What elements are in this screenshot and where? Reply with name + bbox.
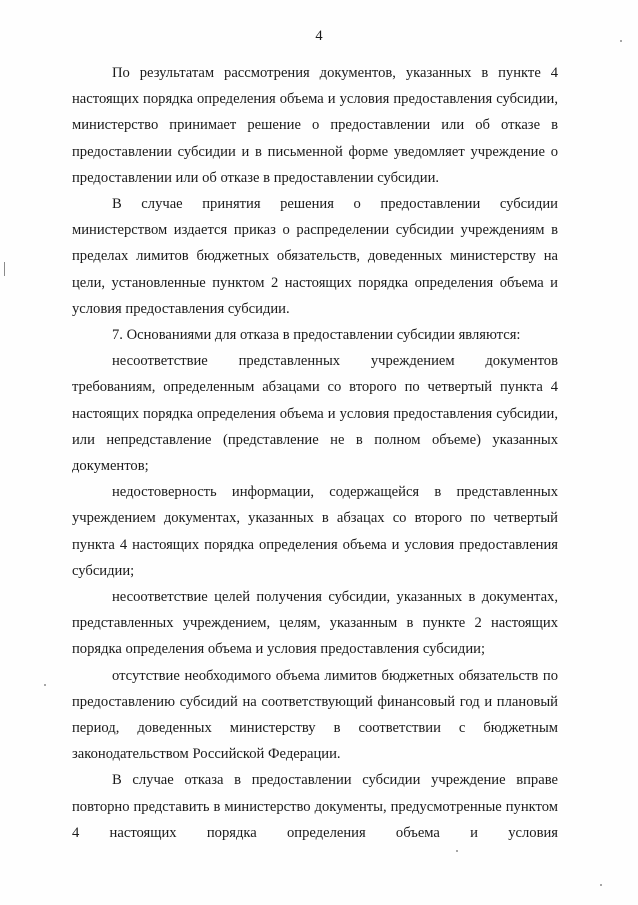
paragraph-ground-false-information: недостоверность информации, содержащейся в представленных учреждением документах, указанных в абзацах со второго по четвертый пункта 4 настоящих порядка определения объема и условия предоставления субсидии; [72,484,558,579]
paragraph-ground-goals-mismatch: несоответствие целей получения субсидии, указанных в документах, представленных учреждением, целям, указанным в пункте 2 настоящих порядка определения объема и условия предоставления субсидии; [72,589,558,658]
page-number: 4 [315,28,323,44]
paragraph-resubmission: В случае отказа в предоставлении субсидии учреждение вправе повторно представить в министерство документы, предусмотренные пунктом 4 настоящих порядка определения объема и условия [72,772,558,841]
paragraph-order-issued: В случае принятия решения о предоставлении субсидии министерством издается приказ о распределении субсидии учреждениям в пределах лимитов бюджетных обязательств, доведенных министерству на цели, установленные пунктом 2 настоящих порядка определения объема и условия предоставления субсидии. [72,196,558,317]
paragraph-refusal-grounds-heading: 7. Основаниями для отказа в предоставлении субсидии являются: [112,327,521,344]
scan-speck [44,684,46,686]
scan-speck [456,850,458,852]
document-body [72,60,558,846]
scan-speck [620,40,622,42]
paragraph-review-results: По результатам рассмотрения документов, указанных в пункте 4 настоящих порядка определения объема и условия предоставления субсидии, министерство принимает решение о предоставлении или об отказе в предоставлении субсидии и в письменной форме уведомляет учреждение о предоставлении или об отказе в предоставлении субсидии. [72,65,558,186]
scan-speck [4,262,5,276]
scan-speck [600,884,602,886]
paragraph-ground-no-limits: отсутствие необходимого объема лимитов бюджетных обязательств по предоставлению субсидий на соответствующий финансовый год и плановый период, доведенных министерству в соответствии с бюджетным законодательством Российской Федерации. [72,667,558,763]
paragraph-ground-documents-mismatch: несоответствие представленных учреждением документов требованиям, определенным абзацами со второго по четвертый пункта 4 настоящих порядка определения объема и условия предоставления субсидии, или непредставление (представление не в полном объеме) указанных документов; [72,353,558,475]
